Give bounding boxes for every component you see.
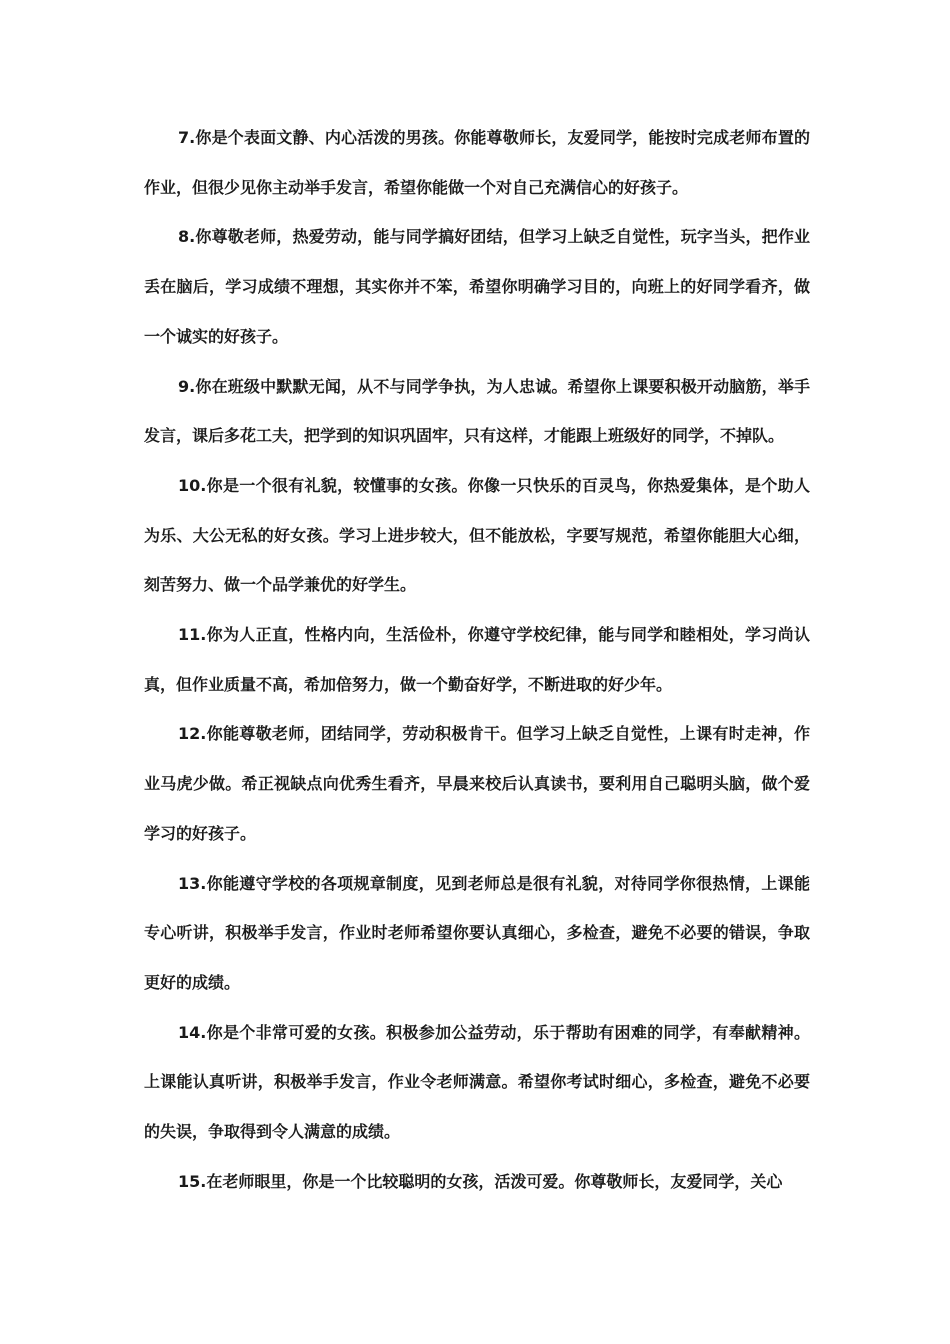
- paragraph-9: 9.你在班级中默默无闻，从不与同学争执，为人忠诚。希望你上课要积极开动脑筋，举手发言，课后多花工夫，把学到的知识巩固牢，只有这样，才能跟上班级好的同学，不掉队。: [144, 376, 810, 446]
- document-page: [144, 113, 810, 1206]
- paragraph-15: 15.在老师眼里，你是一个比较聪明的女孩，活泼可爱。你尊敬师长，友爱同学，关心: [178, 1171, 783, 1191]
- paragraph-13: 13.你能遵守学校的各项规章制度，见到老师总是很有礼貌，对待同学你很热情，上课能专心听讲，积极举手发言，作业时老师希望你要认真细心，多检查，避免不必要的错误，争取更好的成绩。: [144, 873, 810, 992]
- paragraph-14: 14.你是个非常可爱的女孩。积极参加公益劳动，乐于帮助有困难的同学，有奉献精神。上课能认真听讲，积极举手发言，作业令老师满意。希望你考试时细心，多检查，避免不必要的失误，争取得到令人满意的成绩。: [144, 1022, 810, 1142]
- paragraph-10: 10.你是一个很有礼貌，较懂事的女孩。你像一只快乐的百灵鸟，你热爱集体，是个助人为乐、大公无私的好女孩。学习上进步较大，但不能放松，字要写规范，希望你能胆大心细，刻苦努力、做一个品学兼优的好学生。: [144, 475, 810, 595]
- paragraph-8: 8.你尊敬老师，热爱劳动，能与同学搞好团结，但学习上缺乏自觉性，玩字当头，把作业丢在脑后，学习成绩不理想，其实你并不笨，希望你明确学习目的，向班上的好同学看齐，做一个诚实的好孩子。: [144, 227, 810, 346]
- paragraph-7: 7.你是个表面文静、内心活泼的男孩。你能尊敬师长，友爱同学，能按时完成老师布置的作业，但很少见你主动举手发言，希望你能做一个对自己充满信心的好孩子。: [144, 128, 810, 197]
- paragraph-11: 11.你为人正直，性格内向，生活俭朴，你遵守学校纪律，能与同学和睦相处，学习尚认真，但作业质量不高，希加倍努力，做一个勤奋好学，不断进取的好少年。: [144, 625, 810, 694]
- paragraph-12: 12.你能尊敬老师，团结同学，劳动积极肯干。但学习上缺乏自觉性，上课有时走神，作业马虎少做。希正视缺点向优秀生看齐，早晨来校后认真读书，要利用自己聪明头脑，做个爱学习的好孩子。: [144, 724, 810, 843]
